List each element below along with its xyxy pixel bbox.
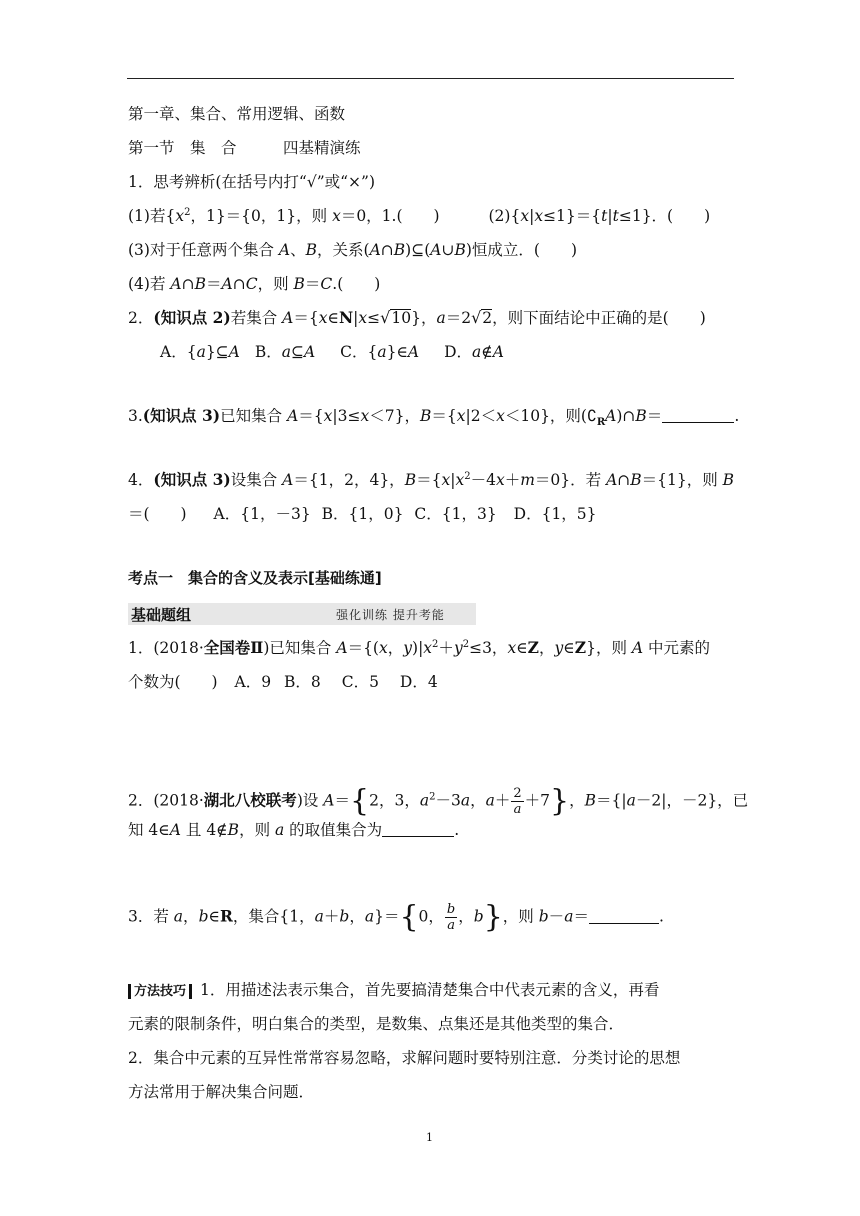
p1-option-c[interactable]: C．5: [341, 673, 379, 691]
q4-line1: 4．(知识点 3)设集合 A＝{1，2，4}，$B=\{x|x^2-4x+m=0\}$．若 A∩B＝{1}，则 B: [128, 470, 735, 489]
q2-option-d[interactable]: D．a∉A: [444, 343, 504, 361]
q4-option-c[interactable]: C．{1，3}: [414, 505, 497, 523]
chapter-title: 第一章、集合、常用逻辑、函数: [128, 105, 346, 123]
tips-line4: 方法常用于解决集合问题．: [128, 1083, 315, 1101]
p1-option-b[interactable]: B．8: [284, 673, 321, 691]
tips-line1: [128, 980, 659, 1002]
tips-tag: 方法技巧: [128, 984, 192, 999]
p2-line1: 2．(2018·湖北八校联考)设 A＝{2，3，$a^2-3a$，a＋ $\frac{2}{a}$ ＋7}，B＝{|a－2|，－2}，已: [128, 783, 749, 819]
p1-stem-end: 个数为( ): [128, 673, 218, 691]
q2-stem: 2．(知识点 2)若集合 A＝{x∈N|x≤√10}，a＝2√2，则下面结论中正确的是( ): [128, 308, 706, 327]
p3-text: 3．若 a，b∈R，集合{1，a＋b，a}＝{0， $\frac{b}{a}$ ，b}，则 b－a＝ .: [128, 899, 664, 935]
section2-banner: [128, 603, 476, 625]
q1-s3: (3)对于任意两个集合 A、B，关系(A∩B)⊆(A∪B)恒成立．( ): [128, 241, 577, 259]
q1-items-row1: [128, 206, 710, 226]
header-rule: [127, 78, 734, 79]
p3-answer-blank[interactable]: [589, 909, 659, 924]
tips-line3: 2．集合中元素的互异性常常容易忽略，求解问题时要特别注意．分类讨论的思想: [128, 1049, 681, 1067]
q2-option-b[interactable]: B．a⊆A: [254, 343, 316, 361]
q4-option-d[interactable]: D．{1，5}: [513, 505, 597, 523]
q4-option-b[interactable]: B．{1，0}: [321, 505, 404, 523]
tips-line2: 元素的限制条件，明白集合的类型，是数集、点集还是其他类型的集合．: [128, 1015, 625, 1033]
q3-answer-blank[interactable]: [662, 408, 734, 423]
q4-bracket: ＝( ): [128, 505, 187, 523]
banner-label: 基础题组: [131, 606, 192, 624]
p1-line1: 1．(2018·全国卷Ⅱ)已知集合 A＝{(x，$y)|x^2+y^2\le 3$，x∈Z，y∈Z}，则 A 中元素的: [128, 638, 711, 657]
q2-option-c[interactable]: C．{a}∈A: [340, 343, 420, 361]
section2-title: 考点一 集合的含义及表示[基础练通]: [128, 569, 382, 587]
q1-title: 1．思考辨析(在括号内打“√”或“×”): [128, 173, 376, 191]
tips-text-1: 1．用描述法表示集合，首先要搞清楚集合中代表元素的含义，再看: [200, 981, 660, 999]
p2-answer-blank[interactable]: [382, 822, 454, 837]
q4-option-a[interactable]: A．{1，－3}: [213, 505, 311, 523]
q1-s4: (4)若 A∩B＝A∩C，则 B＝C.( ): [128, 275, 381, 293]
q4-line2: [128, 504, 597, 524]
q1-s1: (1)若{$x^2$，1}＝{0，1}，则 x＝0，1.( ): [128, 206, 440, 225]
section-title: 第一节 集 合 四基精演练: [128, 139, 361, 157]
p1-option-d[interactable]: D．4: [399, 673, 438, 691]
q3-text: 3.(知识点 3)已知集合 A＝{x|3≤x＜7}，B＝{x|2＜x＜10}，则$(∁_RA)\cap B=$ .: [128, 406, 740, 429]
p2-line2: 知 4∈A 且 4∉B，则 a 的取值集合为 .: [128, 821, 460, 839]
q2-option-a[interactable]: A．{a}⊆A: [160, 343, 240, 361]
q2-options: [160, 342, 504, 362]
banner-subtitle: 强化训练 提升考能: [336, 608, 445, 622]
p1-option-a[interactable]: A．9: [234, 673, 272, 691]
p1-line2: [128, 672, 438, 692]
q1-s2: (2){x|x≤1}＝{t|t≤1}．( ): [488, 207, 711, 225]
page-number: 1: [426, 1131, 433, 1144]
